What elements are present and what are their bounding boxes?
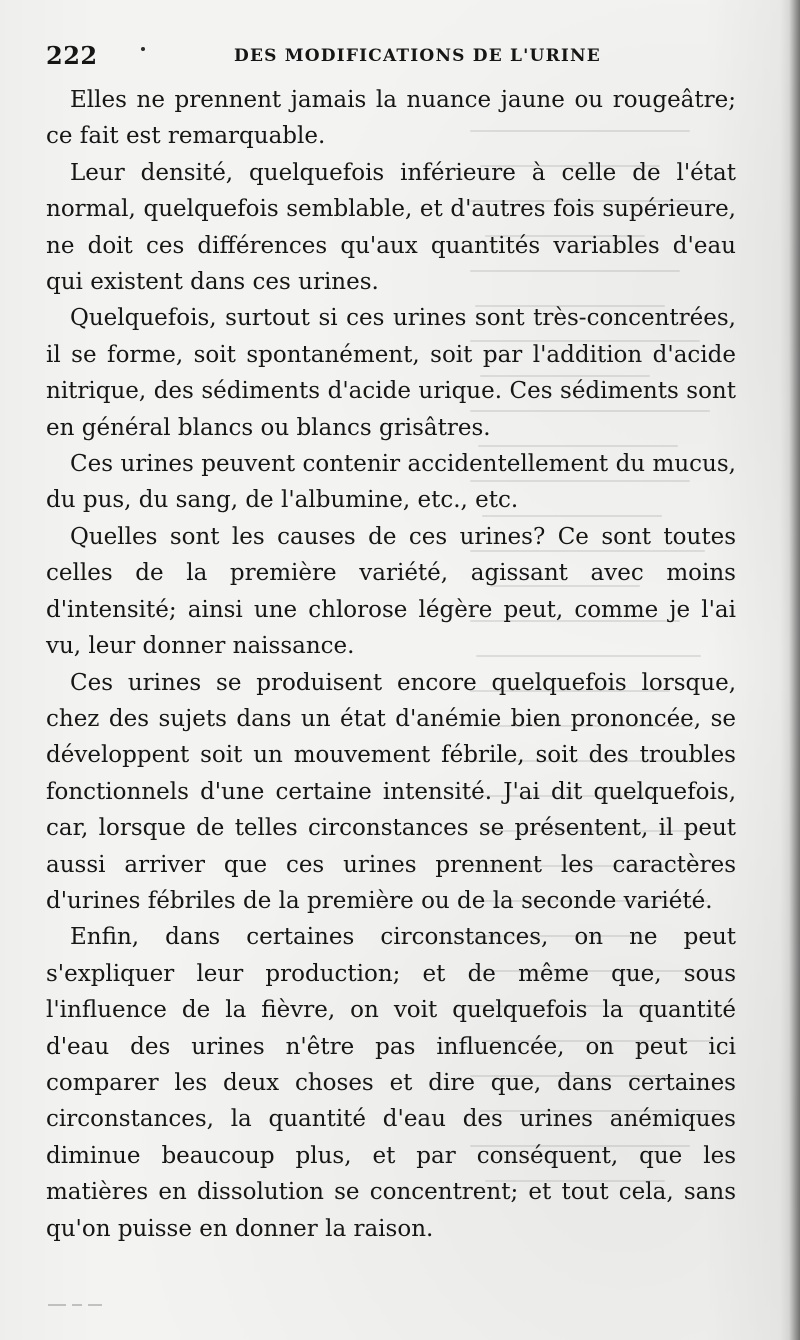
body-text [46, 82, 736, 1247]
paragraph-1: Elles ne prennent jamais la nuance jaune ou rougeâtre; ce fait est remarquable. [46, 87, 736, 150]
paragraph-4: Ces urines peuvent contenir accidentellement du mucus, du pus, du sang, de l'albumine, etc., etc. [46, 451, 736, 514]
header-dot [141, 47, 145, 51]
page-edge-shadow [780, 0, 800, 1340]
running-title: DES MODIFICATIONS DE L'URINE [234, 46, 601, 66]
paragraph-5: Quelles sont les causes de ces urines? Ce sont toutes celles de la première variété, agissant avec moins d'intensité; ainsi une chlorose légère peut, comme je l'ai vu, leur donner naissance. [46, 523, 736, 660]
paragraph-6: Ces urines se produisent encore quelquefois lorsque, chez des sujets dans un état d'anémie bien prononcée, se développent soit un mouvement fébrile, soit des troubles fonctionnels d'une certaine intensité. J'ai dit quelquefois, car, lorsque de telles circonstances se présentent, il peut aussi arriver que ces urines prennent les caractères d'urines fébriles de la première ou de la seconde variété. [46, 669, 736, 914]
paragraph-2: Leur densité, quelquefois inférieure à celle de l'état normal, quelquefois semblable, et d'autres fois supérieure, ne doit ces différences qu'aux quantités variables d'eau qui existent dans ces urines. [46, 159, 736, 296]
page-number: 222 [46, 41, 98, 70]
printer-marks [48, 1302, 118, 1308]
paragraph-3: Quelquefois, surtout si ces urines sont très-concentrées, il se forme, soit spontanément, soit par l'addition d'acide nitrique, des sédiments d'acide urique. Ces sédiments sont en général blancs ou blancs grisâtres. [46, 305, 736, 441]
page-header [46, 39, 746, 75]
paragraph-7: Enfin, dans certaines circonstances, on ne peut s'expliquer leur production; et de même que, sous l'influence de la fièvre, on voit quelquefois la quantité d'eau des urines n'être pas influencée, on peut ici comparer les deux choses et dire que, dans certaines circonstances, la quantité d'eau des urines anémiques diminue beaucoup plus, et par conséquent, que les matières en dissolution se concentrent; et tout cela, sans qu'on puisse en donner la raison. [46, 924, 736, 1242]
